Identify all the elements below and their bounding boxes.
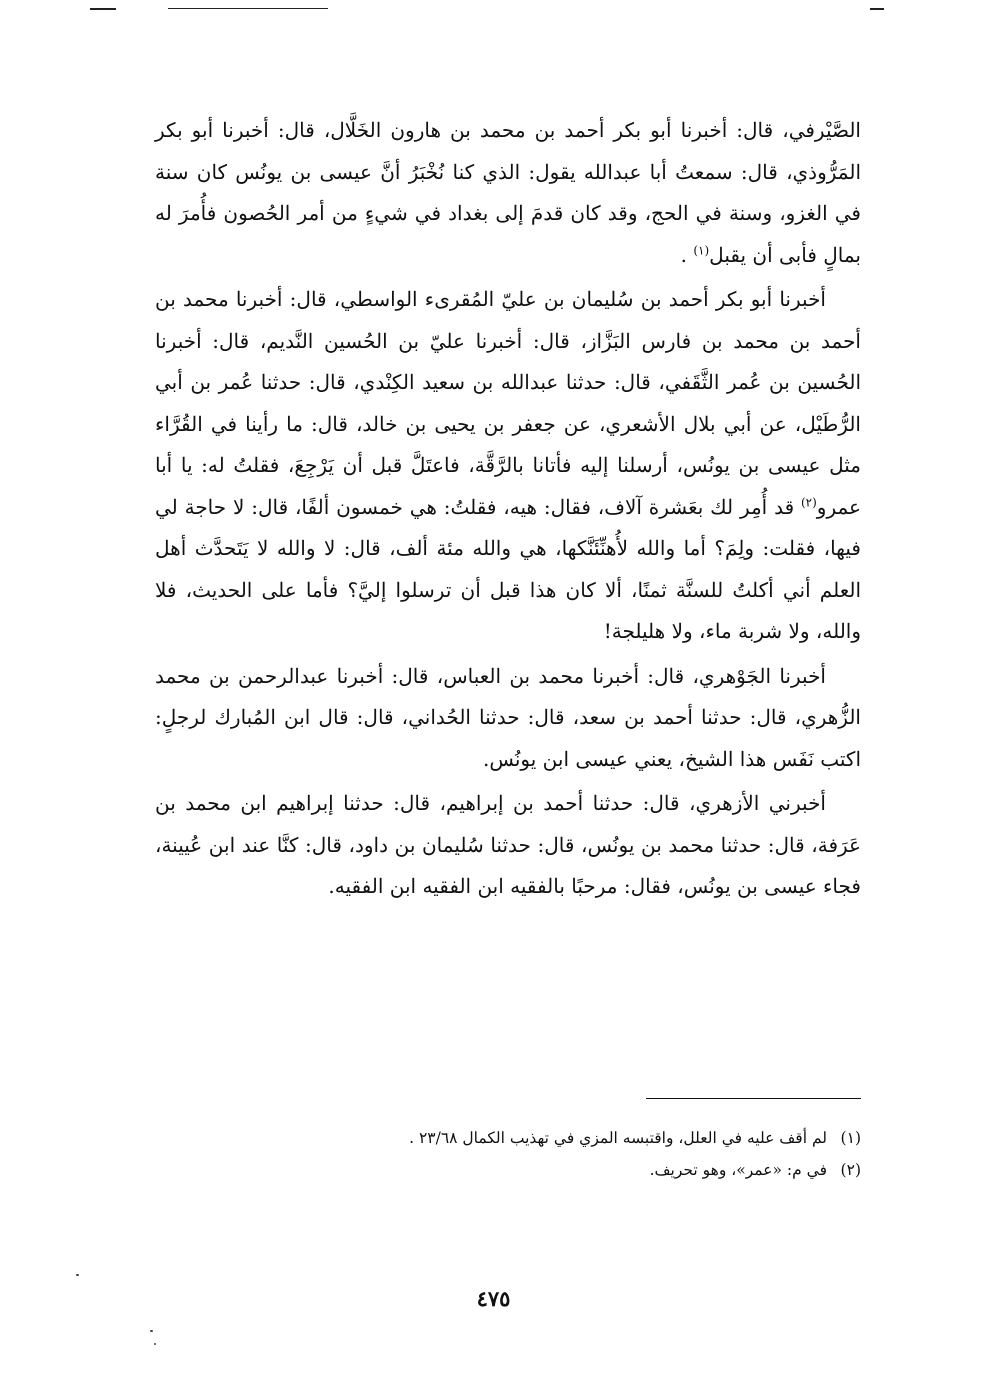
paragraph-2 xyxy=(155,279,861,653)
paragraph-3 xyxy=(155,656,861,781)
paragraph-4-text: أخبرني الأزهري، قال: حدثنا أحمد بن إبراهيم، قال: حدثنا إبراهيم ابن محمد بن عَرَفة، قال: حدثنا محمد بن يونُس، قال: حدثنا سُليمان بن داود، قال: كنَّا عند ابن عُيينة، فجاء عيسى بن يونُس، فقال: مرحبًا بالفقيه ابن الفقيه ابن الفقيه. xyxy=(155,791,861,898)
paragraph-1-end: . xyxy=(680,242,694,267)
footnote-1-text: لم أقف عليه في العلل، واقتبسه المزي في تهذيب الكمال ٢٣/٦٨ . xyxy=(409,1129,827,1147)
scan-artifact-line xyxy=(90,8,116,10)
footnote-ref-1: (١) xyxy=(693,242,710,257)
footnote-1 xyxy=(260,1122,861,1154)
footnote-1-number: (١) xyxy=(840,1129,861,1147)
paragraph-2-continuation: قد أُمِر لك بعَشرة آلاف، فقال: هيه، فقلتُ: هي خمسون ألفًا، قال: لا حاجة لي فيها، فقلت: ولِمَ؟ أما والله لأُهنِّئَنَّكها، هي والله مئة ألف، قال: لا والله لا يَتَحدَّث أهل العلم أني أكلتُ للسنَّة ثمنًا، ألا كان هذا قبل أن ترسلوا إليَّ؟ فأما على الحديث، فلا والله، ولا شربة ماء، ولا هليلجة! xyxy=(155,494,861,643)
footnotes xyxy=(260,1122,861,1186)
main-text xyxy=(155,110,861,908)
footnote-ref-2: (٢) xyxy=(800,494,817,509)
page-number: ٤٧٥ xyxy=(476,1286,511,1311)
footnote-2-text: في م: «عمر»، وهو تحريف. xyxy=(649,1161,827,1179)
footnote-2 xyxy=(260,1154,861,1186)
paragraph-1-text: الصَّيْرفي، قال: أخبرنا أبو بكر أحمد بن محمد بن هارون الخَلَّال، قال: أخبرنا أبو بكر المَرُّوذي، قال: سمعتُ أبا عبدالله يقول: الذي كنا نُخْبَرُ أنَّ عيسى بن يونُس كان سنة في الغزو، وسنة في الحج، وقد كان قدمَ إلى بغداد في شيءٍ من أمر الحُصون فأُمرَ له بمالٍ فأبى أن يقبل xyxy=(155,118,861,267)
paragraph-2-text: أخبرنا أبو بكر أحمد بن سُليمان بن عليّ المُقرىء الواسطي، قال: أخبرنا محمد بن أحمد بن محمد بن فارس البَزَّاز، قال: أخبرنا عليّ بن الحُسين النَّديم، قال: أخبرنا الحُسين بن عُمر الثَّقَفي، قال: حدثنا عبدالله بن سعيد الكِنْدي، قال: حدثنا عُمر بن أبي الرُّطَيْل، عن أبي بلال الأشعري، عن جعفر بن يحيى بن خالد، قال: ما رأينا في القُرَّاء مثل عيسى بن يونُس، أرسلنا إليه فأتانا بالرَّقَّة، فاعتَلَّ قبل أن يَرْجِعَ، فقلتُ له: يا أبا عمرو xyxy=(155,287,861,519)
footnote-2-number: (٢) xyxy=(840,1161,861,1179)
paragraph-3-text: أخبرنا الجَوْهري، قال: أخبرنا محمد بن العباس، قال: أخبرنا عبدالرحمن بن محمد الزُّهري، قال: حدثنا أحمد بن سعد، قال: حدثنا الحُداني، قال: قال ابن المُبارك لرجلٍ: اكتب نَفَس هذا الشيخ، يعني عيسى ابن يونُس. xyxy=(155,663,861,771)
scan-speck xyxy=(76,1274,79,1276)
scan-speck xyxy=(150,1330,153,1332)
paragraph-1 xyxy=(155,110,861,276)
scan-artifact-line xyxy=(168,8,328,9)
scan-speck xyxy=(154,1343,156,1345)
scan-artifact-line xyxy=(870,8,884,10)
paragraph-4 xyxy=(155,783,861,908)
footnote-separator xyxy=(646,1098,861,1099)
